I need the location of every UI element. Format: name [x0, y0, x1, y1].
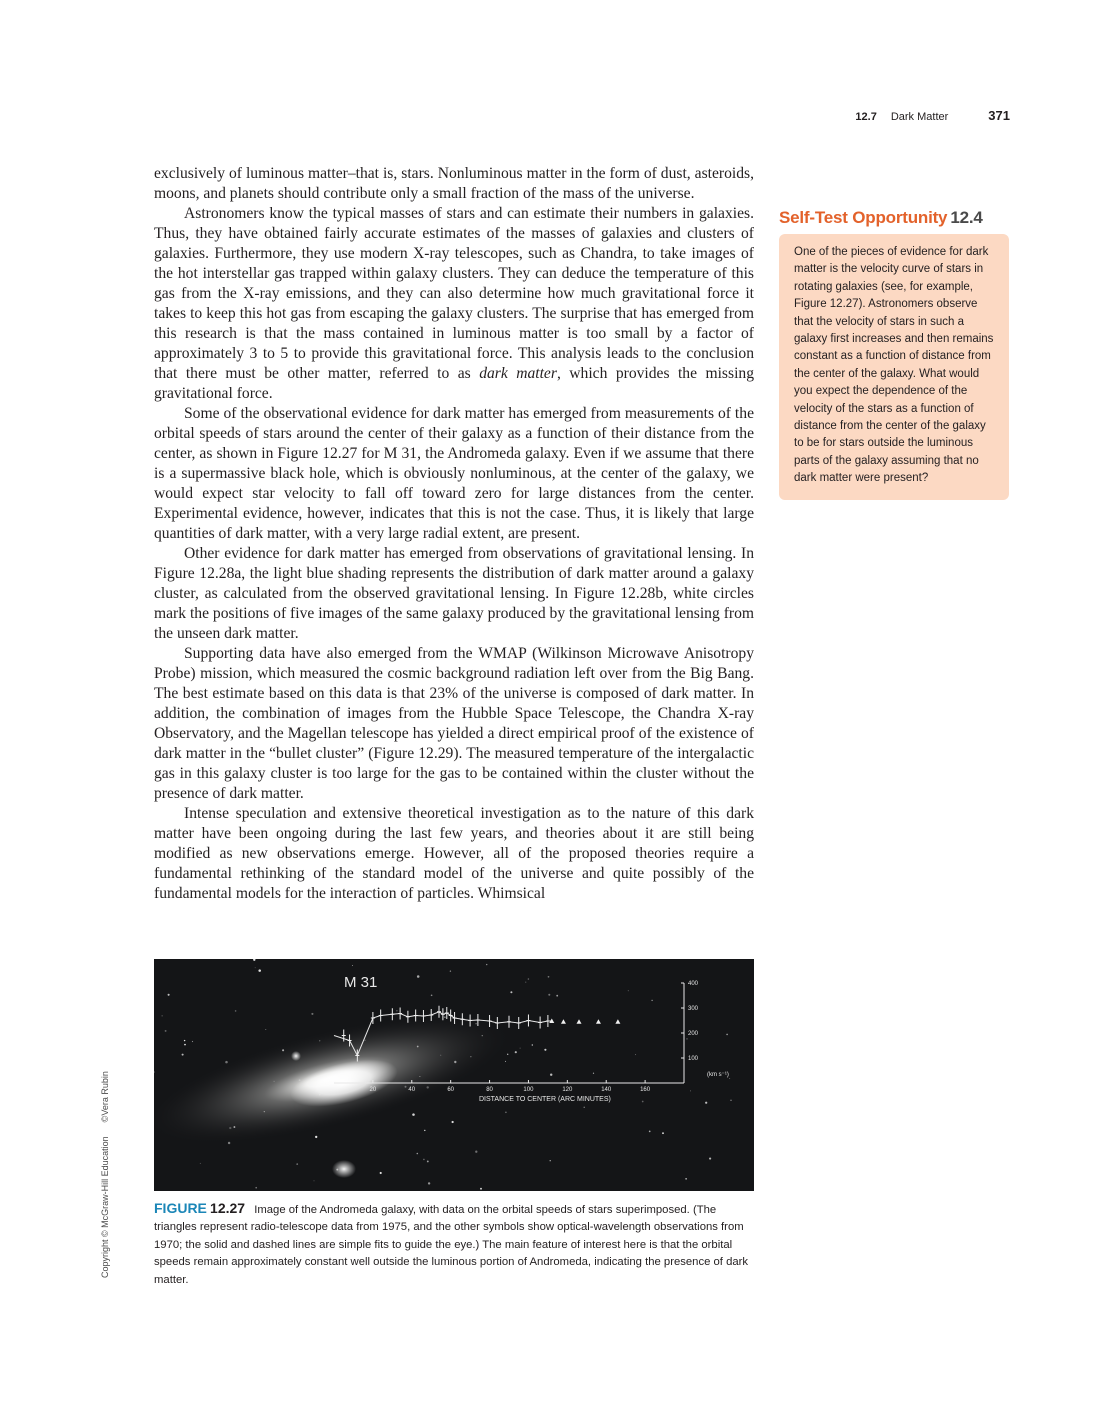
star: [628, 990, 629, 991]
sidebar-box: One of the pieces of evidence for dark matter is the velocity curve of stars in rotating galaxies (see, for example, Figure 12.27). Astronomers observe that the velocity of stars in such a galaxy first increases and then remains constant as a function of distance from the center of the galaxy. What would you expect the dependence of the velocity of the stars as a function of distance from the center of the galaxy to be for stars outside the luminous parts of the galaxy assuming that no dark matter were present?: [779, 234, 1009, 500]
copyright-credit: Copyright © McGraw-Hill Education: [100, 1136, 110, 1278]
star: [431, 994, 433, 996]
star: [686, 1038, 687, 1039]
star: [548, 976, 550, 978]
x-tick-label: 100: [523, 1087, 534, 1093]
star: [192, 1041, 193, 1042]
star: [258, 969, 261, 972]
x-tick-label: 20: [369, 1087, 377, 1093]
star: [709, 1158, 711, 1160]
caption-text: Image of the Andromeda galaxy, with data on the orbital speeds of stars superimposed. (The triangles represent radio-telescope data from 1975, and the other symbols show optical-wavelength observations from 1970; the solid and dashed lines are simple fits to guide the eye.) The main feature of interest here is that the orbital speeds remain approximately constant well outside the luminous portion of Andromeda, indicating the presence of dark matter.: [154, 1204, 749, 1286]
x-axis-label: DISTANCE TO CENTER (ARC MINUTES): [479, 1096, 611, 1103]
star: [165, 1030, 167, 1032]
star: [265, 1029, 266, 1030]
paragraph: Intense speculation and extensive theoretical investigation as to the nature of this dark matter have been ongoing during the last few years, and theories about it are still being modified as new observations emerge. However, all of the proposed theories require a fundamental rethinking of the standard model of the universe and quite possibly of the fundamental models for the interaction of particles. Whimsical: [154, 805, 754, 902]
star: [423, 1159, 425, 1161]
body-text: [154, 164, 754, 904]
y-tick-label: 400: [688, 981, 699, 987]
section-number: 12.7: [855, 111, 877, 123]
star: [427, 1160, 429, 1162]
sidebar-title: [779, 208, 1009, 228]
star: [510, 991, 512, 993]
x-tick-label: 40: [408, 1087, 416, 1093]
star: [528, 978, 530, 980]
star: [352, 965, 353, 966]
star: [486, 964, 487, 965]
star: [649, 1131, 651, 1133]
y-tick-label: 100: [688, 1056, 699, 1062]
star: [685, 1178, 686, 1179]
running-head: [855, 108, 1010, 123]
star: [550, 1073, 552, 1075]
x-tick-label: 120: [562, 1087, 573, 1093]
figure-caption: [154, 1200, 754, 1289]
star: [424, 1130, 425, 1131]
star: [515, 1051, 517, 1053]
star: [451, 1121, 453, 1123]
paragraph: exclusively of luminous matter–that is, stars. Nonluminous matter in the form of dust, asteroids, moons, and planets should contribute only a small fraction of the mass of the universe.: [154, 165, 754, 202]
star: [651, 1000, 652, 1001]
star: [255, 1187, 257, 1189]
credit-line: [100, 1071, 110, 1278]
section-title: Dark Matter: [890, 111, 949, 123]
star: [235, 1010, 237, 1012]
star: [200, 1163, 201, 1164]
self-test-sidebar: [779, 208, 1009, 500]
star: [311, 1013, 313, 1015]
star: [705, 1102, 707, 1104]
paragraph: [154, 204, 754, 404]
x-tick-label: 80: [486, 1087, 493, 1093]
star: [507, 1054, 508, 1055]
star: [417, 975, 420, 978]
star: [416, 1153, 418, 1155]
rotation-curve-chart: [154, 959, 754, 1191]
star: [556, 995, 558, 997]
photo-credit: ©Vera Rubin: [100, 1071, 110, 1123]
star: [550, 1160, 551, 1161]
chart-title: M 31: [344, 974, 378, 991]
star: [662, 1132, 664, 1134]
star: [505, 1061, 506, 1062]
star: [255, 967, 256, 968]
star: [729, 1078, 730, 1079]
star: [548, 994, 550, 996]
x-tick-label: 140: [601, 1087, 612, 1093]
star: [428, 1182, 430, 1184]
y-tick-label: 200: [688, 1031, 699, 1037]
satellite-galaxy: [291, 1051, 301, 1061]
star: [635, 1054, 636, 1055]
star: [162, 1015, 163, 1016]
star: [690, 1090, 691, 1091]
figure-number: 12.27: [210, 1200, 246, 1216]
paragraph: Some of the observational evidence for dark matter has emerged from measurements of the orbital speeds of stars around the center of their galaxy as a function of their distance from the center, as shown in Figure 12.27 for M 31, the Andromeda galaxy. Even if we assume that there is a supermassive black hole, which is obviously nonluminous, at the center of the galaxy, we would expect star velocity to fall off toward zero for large distances from the center. Experimental evidence, however, indicates that this is not the case. Thus, it is likely that large quantities of dark matter, with a very large radial extent, are present.: [154, 405, 754, 542]
star: [532, 1044, 533, 1045]
sidebar-title-text: Self-Test Opportunity: [779, 208, 948, 227]
paragraph: Supporting data have also emerged from the WMAP (Wilkinson Microwave Anisotropy Probe) mission, which measured the cosmic background radiation left over from the Big Bang. The best estimate based on this data is that 23% of the universe is composed of dark matter. In addition, the combination of images from the Hubble Space Telescope, the Chandra X-ray Observatory, and the Magellan telescope has yielded a direct empirical proof of the existence of dark matter in the “bullet cluster” (Figure 12.29). The measured temperature of the intergalactic gas in this galaxy cluster is too large for the gas to be contained within the cluster without the presence of dark matter.: [154, 645, 754, 802]
figure-label: FIGURE: [154, 1200, 207, 1216]
paragraph-text: Astronomers know the typical masses of stars and can estimate their numbers in galaxies. Thus, they have obtained fairly accurate estimates of the masses of galaxies and clusters of galaxies. Furthermore, they use modern X-ray telescopes, such as Chandra, to take images of the hot interstellar gas trapped within galaxy clusters. They can deduce the temperature of this gas from the X-ray emissions, and they can also determine how much gravitational force it takes to keep this hot gas from escaping the galaxy clusters. The surprise that has emerged from this research is that the mass contained in luminous matter is too small by a factor of approximately 3 to 5 to provide this gravitational force. This analysis leads to the conclusion that there must be other matter, referred to as: [154, 205, 754, 382]
star: [505, 1111, 507, 1113]
star: [314, 1180, 315, 1181]
star: [296, 1163, 298, 1165]
star: [475, 1151, 477, 1153]
star: [525, 982, 526, 983]
sidebar-number: 12.4: [950, 208, 983, 227]
star: [182, 1054, 184, 1056]
star: [480, 1188, 482, 1190]
dark-matter-term: dark matter: [479, 365, 557, 382]
star: [520, 1048, 521, 1049]
star: [380, 1172, 382, 1174]
y-axis-label: (km s⁻¹): [707, 1072, 729, 1078]
star: [544, 1049, 546, 1051]
paragraph-text: , which provides the missing gravitational force.: [154, 365, 754, 402]
star: [184, 1044, 186, 1046]
page-number: 371: [988, 108, 1010, 123]
y-tick-label: 300: [688, 1006, 699, 1012]
star: [642, 1101, 644, 1103]
star: [184, 1040, 185, 1041]
star: [168, 994, 170, 996]
star: [593, 1073, 594, 1074]
star: [412, 1113, 415, 1116]
star: [584, 1107, 585, 1108]
x-tick-label: 60: [447, 1087, 455, 1093]
star: [730, 1100, 731, 1101]
star: [396, 1010, 398, 1012]
figure-andromeda-photo: [154, 959, 754, 1191]
star: [450, 970, 451, 971]
x-tick-label: 160: [640, 1087, 651, 1093]
star: [315, 1136, 317, 1138]
paragraph: Other evidence for dark matter has emerged from observations of gravitational lensing. In Figure 12.28a, the light blue shading represents the distribution of dark matter around a galaxy cluster, as calculated from the observed gravitational lensing. In Figure 12.28b, white circles mark the positions of five images of the same galaxy produced by the gravitational lensing from the unseen dark matter.: [154, 545, 754, 642]
satellite-galaxy: [332, 1160, 356, 1178]
star: [726, 1034, 728, 1036]
